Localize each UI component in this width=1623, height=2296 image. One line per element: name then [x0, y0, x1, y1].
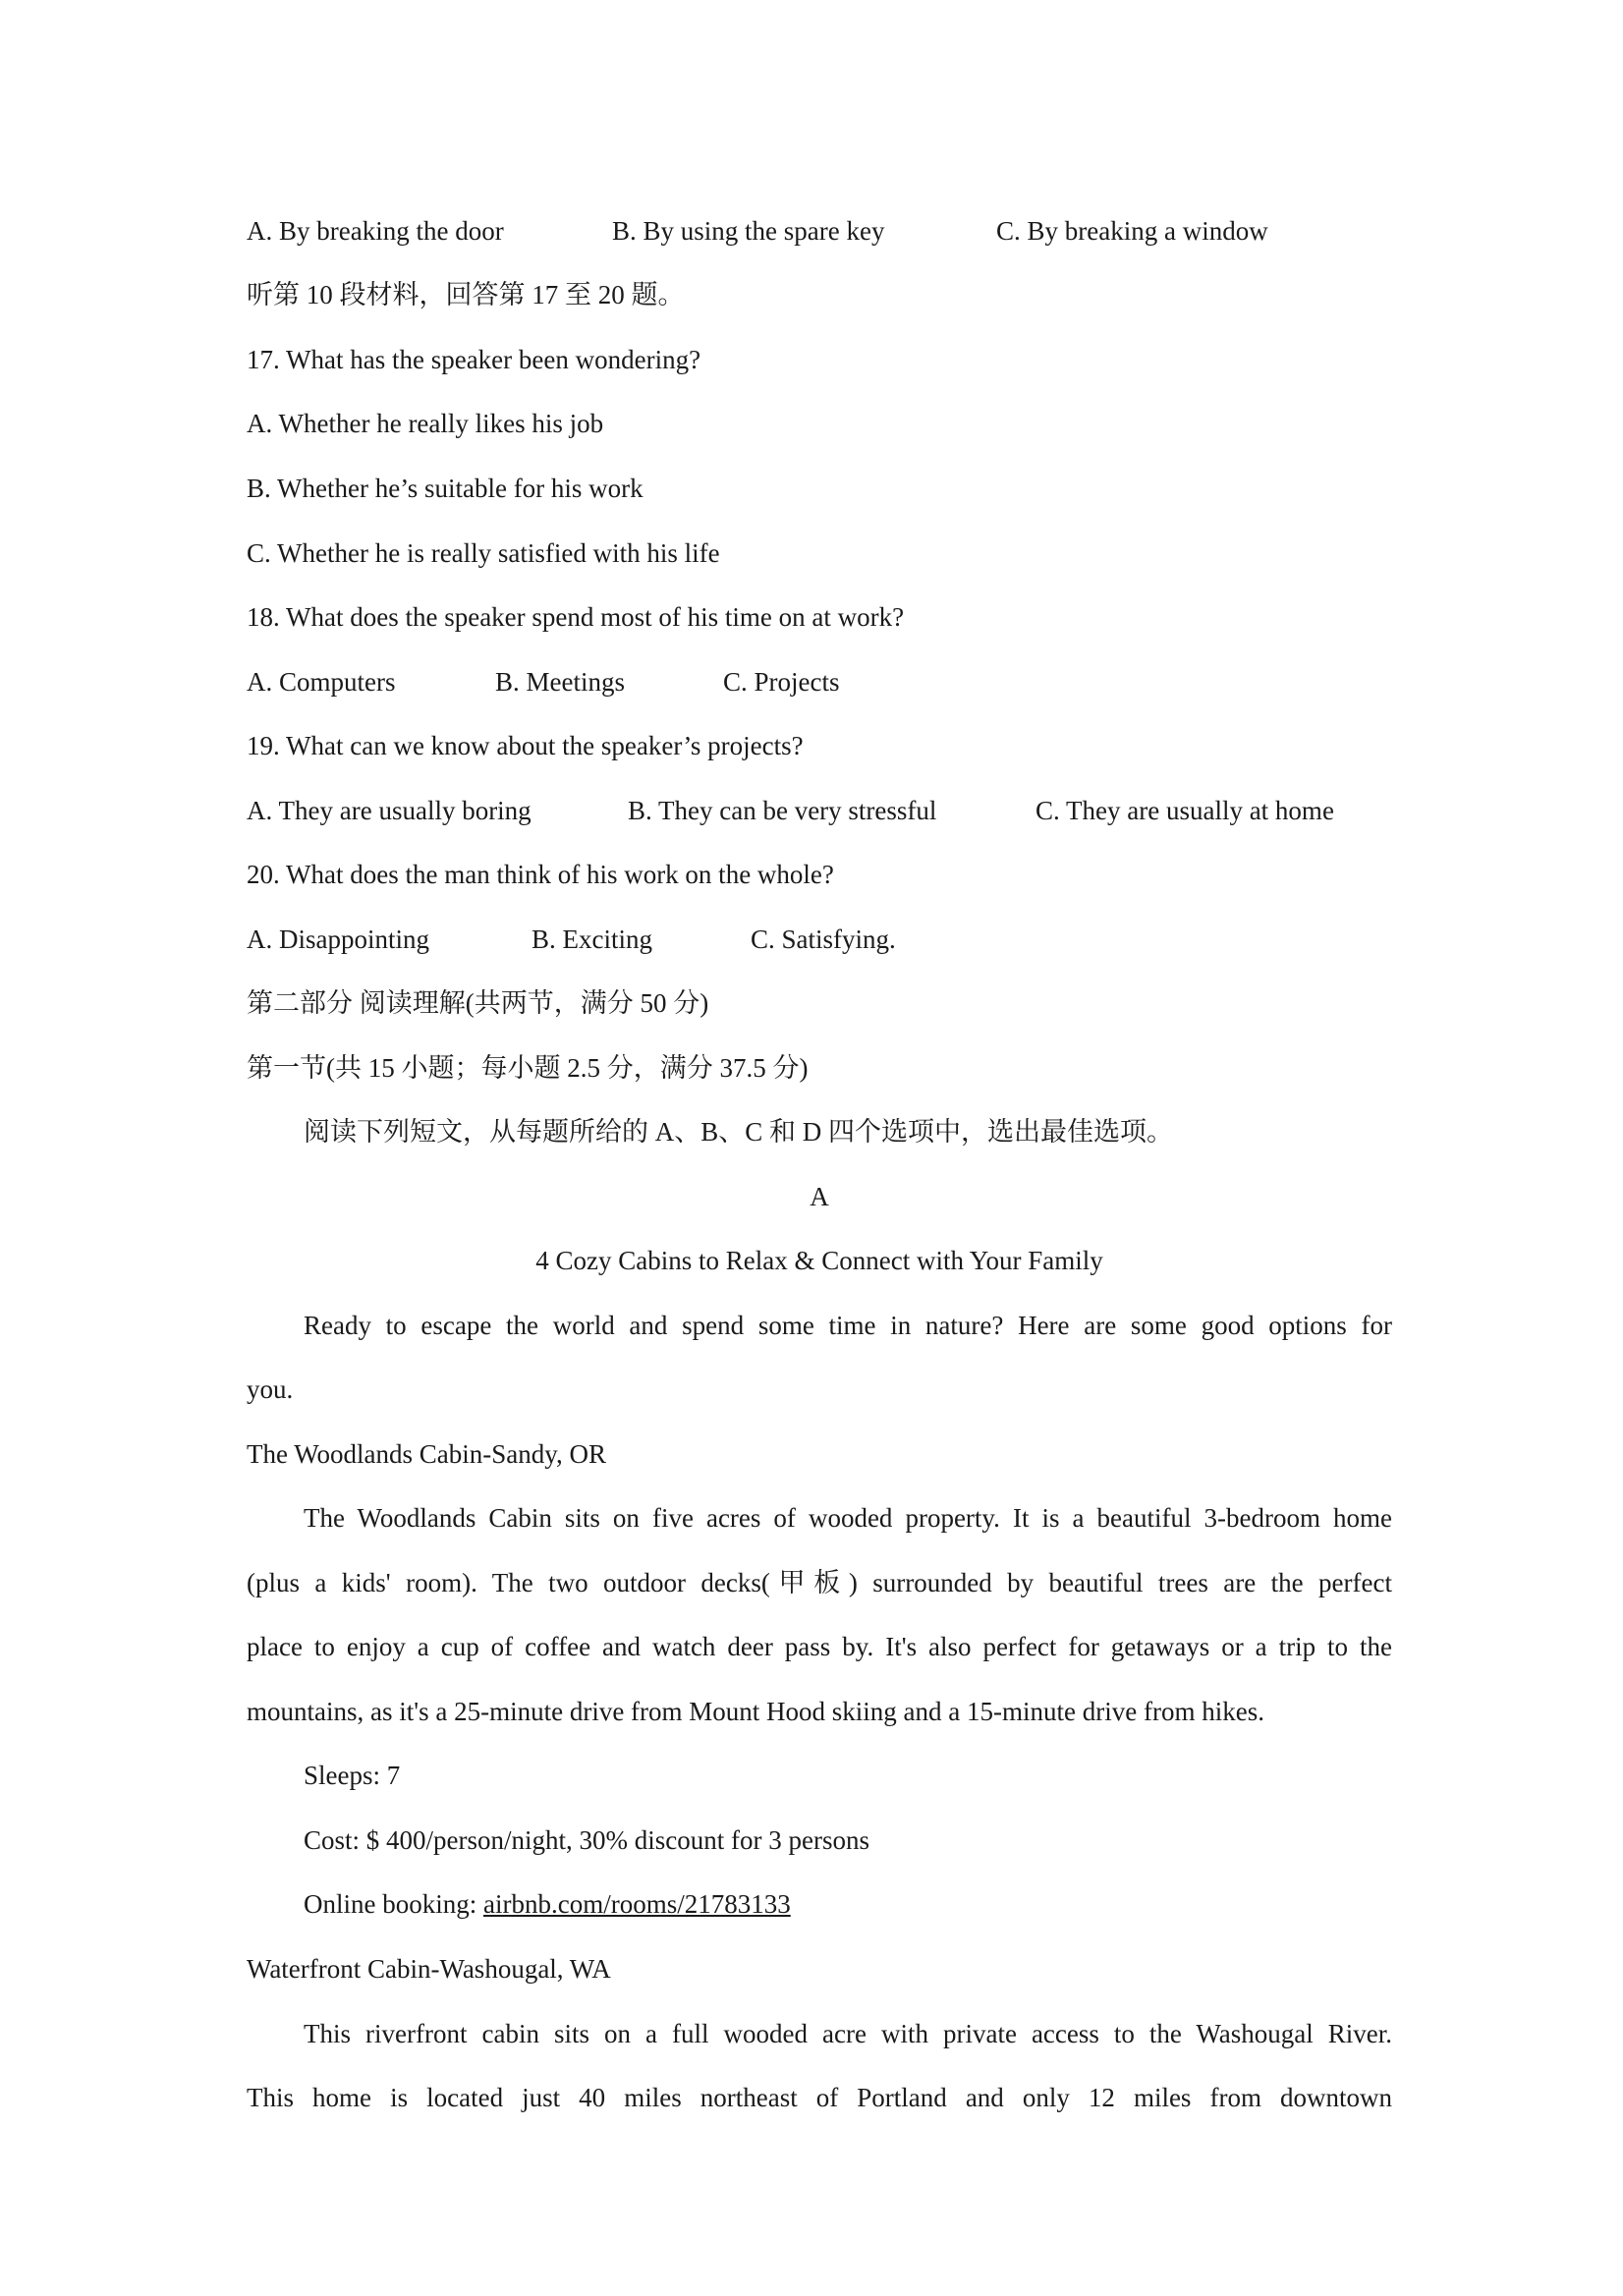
q16-option-a: A. By breaking the door [247, 216, 504, 246]
q17-option-b: B. Whether he’s suitable for his work [247, 474, 644, 503]
cabin2-body-line-1: This riverfront cabin sits on a full wooded acre with private access to the Washougal River. [304, 2019, 1392, 2048]
cabin1-body-line-2: (plus a kids' room). The two outdoor decks(甲板) surrounded by beautiful trees are the perfect [247, 1568, 1392, 1597]
q18-option-c: C. Projects [723, 667, 840, 697]
cabin1-body-line-1: The Woodlands Cabin sits on five acres of wooded property. It is a beautiful 3-bedroom home [304, 1503, 1392, 1533]
cabin2-name: Waterfront Cabin-Washougal, WA [247, 1954, 611, 1984]
cabin1-booking-link[interactable]: airbnb.com/rooms/21783133 [483, 1889, 791, 1919]
cabin1-body-line-4: mountains, as it's a 25-minute drive from Mount Hood skiing and a 15-minute drive from hikes. [247, 1697, 1264, 1726]
cabin1-name: The Woodlands Cabin-Sandy, OR [247, 1439, 607, 1469]
q20-option-c: C. Satisfying. [751, 924, 896, 954]
part2-heading: 第二部分 阅读理解(共两节，满分 50 分) [247, 988, 709, 1018]
cabin1-cost: Cost: $ 400/person/night, 30% discount for 3 persons [304, 1825, 869, 1855]
q18-option-b: B. Meetings [495, 667, 625, 697]
q18-question: 18. What does the speaker spend most of his time on at work? [247, 602, 905, 632]
q16-option-c: C. By breaking a window [996, 216, 1268, 246]
passage-intro-line-1: Ready to escape the world and spend some time in nature? Here are some good options for [304, 1311, 1392, 1340]
q19-option-a: A. They are usually boring [247, 796, 532, 825]
q20-question: 20. What does the man think of his work on the whole? [247, 860, 834, 889]
q17-option-a: A. Whether he really likes his job [247, 409, 604, 438]
cabin1-booking [304, 1886, 1392, 1922]
section1-heading: 第一节(共 15 小题；每小题 2.5 分，满分 37.5 分) [247, 1053, 809, 1083]
cabin1-body-line-3: place to enjoy a cup of coffee and watch deer pass by. It's also perfect for getaways or a trip to the [247, 1632, 1392, 1661]
q19-question: 19. What can we know about the speaker’s projects? [247, 731, 804, 760]
q17-question: 17. What has the speaker been wondering? [247, 345, 701, 374]
q16-option-b: B. By using the spare key [612, 216, 885, 246]
cabin1-sleeps: Sleeps: 7 [304, 1761, 401, 1790]
q20-option-b: B. Exciting [532, 924, 652, 954]
passage-letter: A [810, 1182, 829, 1211]
cabin1-booking-label: Online booking: [304, 1889, 483, 1919]
cabin2-body-line-2: This home is located just 40 miles northeast of Portland and only 12 miles from downtown [247, 2083, 1392, 2112]
passage-intro-line-2: you. [247, 1374, 294, 1404]
passage-title: 4 Cozy Cabins to Relax & Connect with Your Family [535, 1246, 1103, 1275]
q19-option-c: C. They are usually at home [1035, 796, 1334, 825]
q19-option-b: B. They can be very stressful [628, 796, 937, 825]
q18-option-a: A. Computers [247, 667, 396, 697]
section10-instruction: 听第 10 段材料，回答第 17 至 20 题。 [247, 280, 685, 309]
reading-instruction: 阅读下列短文，从每题所给的 A、B、C 和 D 四个选项中，选出最佳选项。 [304, 1117, 1174, 1147]
q20-option-a: A. Disappointing [247, 924, 429, 954]
q17-option-c: C. Whether he is really satisfied with his life [247, 538, 720, 568]
